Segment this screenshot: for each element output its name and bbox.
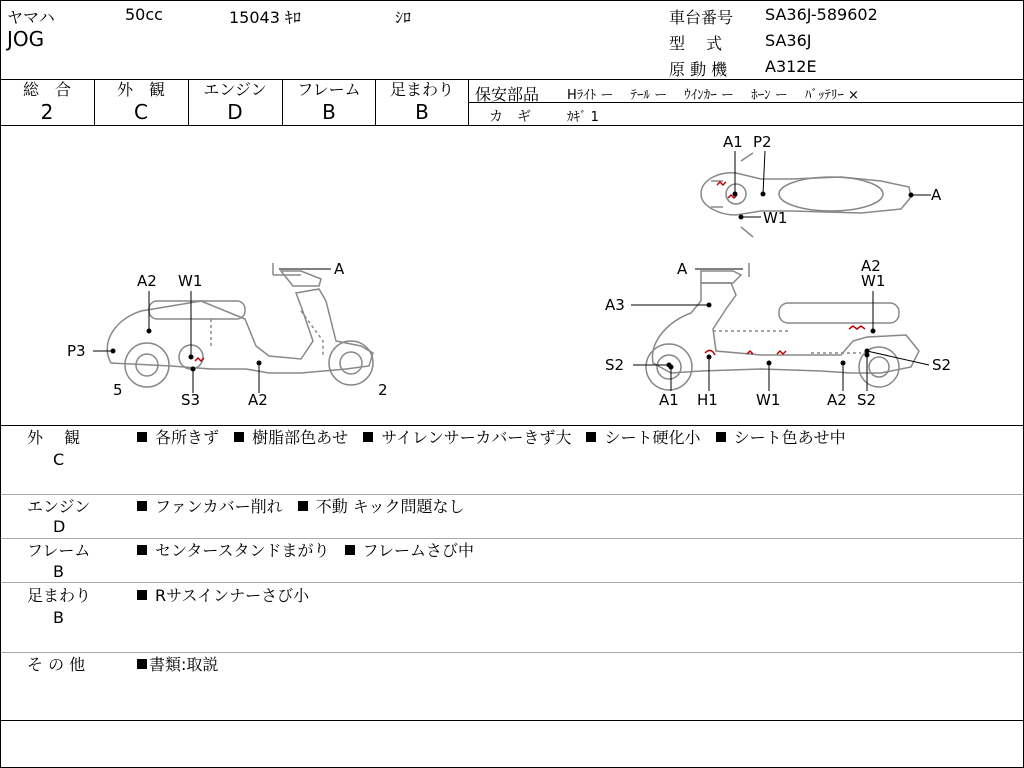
key-value: ｶｷﾞ 1: [567, 110, 599, 125]
bullet-square: [363, 432, 373, 442]
divider: [1, 425, 1023, 426]
item: 書類:取説: [149, 655, 219, 674]
type-value: SA36J: [765, 31, 812, 50]
item: シート硬化小: [604, 428, 701, 447]
divider: [1, 720, 1023, 721]
item: シート色あせ中: [733, 428, 846, 447]
diagram-label: S3: [181, 391, 201, 409]
diagram-label: W1: [756, 391, 781, 409]
diagram-label: H1: [697, 391, 718, 409]
frame-number-label: 車台番号: [669, 8, 734, 27]
diagram-label: A2: [861, 257, 881, 275]
divider: [1, 538, 1023, 539]
leader-lines: [93, 151, 931, 393]
body-color: ｼﾛ: [395, 8, 412, 27]
item: フレームさび中: [362, 541, 475, 560]
grade-engine: [189, 81, 281, 125]
damage-diagram: [1, 126, 1023, 424]
diagram-label: W1: [763, 209, 788, 227]
section-items-frame: [137, 540, 474, 562]
diagram-label: S2: [605, 356, 625, 374]
item: Rサスインナーさび小: [155, 586, 310, 605]
section-items-suspension: [137, 585, 309, 607]
section-label-frame: フレーム: [27, 541, 91, 560]
displacement: 50cc: [125, 5, 163, 24]
section-label-suspension: 足まわり: [27, 586, 92, 605]
safety-parts-label: 保安部品: [475, 85, 540, 104]
grade-label: エンジン: [203, 80, 267, 99]
bullet-square: [716, 432, 726, 442]
diagram-label: A2: [827, 391, 847, 409]
frame-number: SA36J-589602: [765, 5, 878, 24]
diagram-label: P2: [753, 133, 772, 151]
grade-exterior: [95, 81, 187, 125]
diagram-label: S2: [857, 391, 877, 409]
item: ファンカバー削れ: [155, 497, 283, 516]
grade-label: 外 観: [116, 80, 165, 99]
diagram-label: S2: [932, 356, 952, 374]
grade-frame: [283, 81, 375, 125]
bullet-square: [298, 501, 308, 511]
item: 樹脂部色あせ: [252, 428, 349, 447]
diagram-label: A1: [659, 391, 679, 409]
section-items-other: [137, 654, 218, 676]
section-label-exterior: 外 観: [27, 428, 81, 447]
bullet-square: [137, 432, 147, 442]
item: 各所きず: [155, 428, 220, 447]
divider: [1, 582, 1023, 583]
diagram-label: A2: [137, 272, 157, 290]
diagram-label: P3: [67, 342, 86, 360]
key-label: カ ギ: [489, 109, 531, 125]
bullet-square: [137, 590, 147, 600]
diagram-label: A2: [248, 391, 268, 409]
bullet-square: [345, 545, 355, 555]
grade-value: C: [134, 100, 148, 124]
diagram-label: A1: [723, 133, 743, 151]
grade-value: D: [227, 100, 243, 124]
engine-value: A312E: [765, 57, 817, 76]
grade-overall: [1, 81, 93, 125]
maker-name: ヤマハ: [7, 8, 55, 27]
diagram-label: A: [931, 186, 942, 204]
grade-label: 総 合: [22, 80, 71, 99]
diagram-label: A3: [605, 296, 625, 314]
section-grade-suspension: B: [53, 608, 64, 627]
type-label: 型 式: [669, 34, 723, 53]
grade-value: B: [415, 100, 429, 124]
diagram-label: W1: [861, 272, 886, 290]
item: 不動 キック問題なし: [315, 497, 465, 516]
bullet-square: [234, 432, 244, 442]
section-grade-frame: B: [53, 562, 64, 581]
section-grade-engine: D: [53, 517, 66, 536]
item: サイレンサーカバーきず大: [381, 428, 572, 447]
diagram-label: 2: [378, 381, 388, 399]
section-label-other: そ の 他: [27, 655, 86, 674]
mileage: 15043 ｷﾛ: [229, 8, 301, 27]
section-label-engine: エンジン: [27, 497, 91, 516]
diagram-label: W1: [178, 272, 203, 290]
diagram-label: A: [334, 260, 345, 278]
diagram-label: 5: [113, 381, 123, 399]
engine-label: 原 動 機: [669, 60, 728, 79]
section-grade-exterior: C: [53, 450, 65, 469]
top-scooter-outline: [701, 153, 911, 237]
grade-suspension: [376, 81, 468, 125]
bullet-square: [137, 545, 147, 555]
grade-value: 2: [40, 100, 54, 124]
diagram-label: A: [677, 260, 688, 278]
section-items-exterior: [137, 427, 846, 449]
section-items-engine: [137, 496, 465, 518]
divider: [1, 652, 1023, 653]
bullet-square: [137, 659, 147, 669]
model-name: JOG: [7, 27, 45, 51]
item: センタースタンドまがり: [155, 541, 330, 560]
grade-label: フレーム: [297, 80, 361, 99]
bullet-square: [137, 501, 147, 511]
safety-parts-items: Hﾗｲﾄ ー ﾃｰﾙ ー ｳｲﾝｶｰ ー ﾎｰﾝ ー ﾊﾞｯﾃﾘｰ ×: [567, 88, 859, 103]
grade-value: B: [322, 100, 336, 124]
divider: [1, 494, 1023, 495]
grade-label: 足まわり: [389, 80, 454, 99]
bullet-square: [586, 432, 596, 442]
